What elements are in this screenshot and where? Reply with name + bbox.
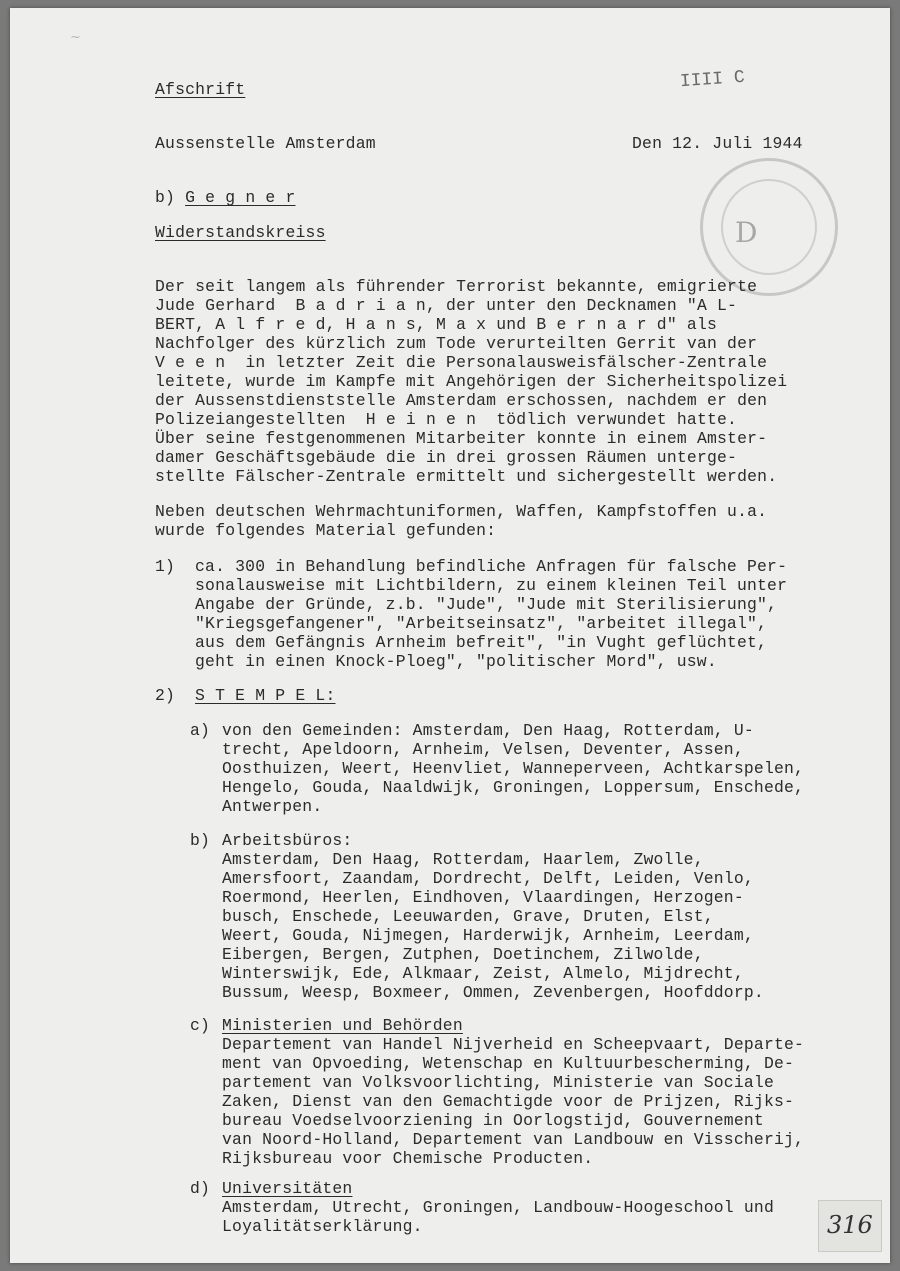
- text-line: aus dem Gefängnis Arnheim befreit", "in Vught geflüchtet,: [195, 633, 768, 652]
- text-line: Neben deutschen Wehrmachtuniformen, Waffen, Kampfstoffen u.a.: [155, 502, 768, 521]
- text-line: ment van Opvoeding, Wetenschap en Kultuurbescherming, De-: [222, 1054, 795, 1073]
- section-label: b) G e g n e r: [155, 188, 296, 207]
- text-line: partement van Volksvoorlichting, Ministerie van Sociale: [222, 1073, 774, 1092]
- text-line: van Noord-Holland, Departement van Landbouw en Visscherij,: [222, 1130, 805, 1149]
- text-line: Bussum, Weesp, Boxmeer, Ommen, Zevenbergen, Hoofddorp.: [222, 983, 764, 1002]
- text-line: Der seit langem als führender Terrorist bekannte, emigrierte: [155, 277, 758, 296]
- text-line: Rijksbureau voor Chemische Producten.: [222, 1149, 594, 1168]
- text-line: Zaken, Dienst van den Gemachtigde voor de Prijzen, Rijks-: [222, 1092, 795, 1111]
- text-line: Nachfolger des kürzlich zum Tode verurteilten Gerrit van der: [155, 334, 758, 353]
- text-line: Weert, Gouda, Nijmegen, Harderwijk, Arnheim, Leerdam,: [222, 926, 754, 945]
- text-line: trecht, Apeldoorn, Arnheim, Velsen, Deventer, Assen,: [222, 740, 744, 759]
- text-line: Oosthuizen, Weert, Heenvliet, Wanneperveen, Achtkarspelen,: [222, 759, 805, 778]
- sub-item-title: Universitäten: [222, 1179, 353, 1198]
- sub-item-label: d): [190, 1179, 211, 1198]
- text-line: von den Gemeinden: Amsterdam, Den Haag, Rotterdam, U-: [222, 721, 754, 740]
- item-number: 2): [155, 686, 176, 705]
- text-line: Roermond, Heerlen, Eindhoven, Vlaardingen, Herzogen-: [222, 888, 744, 907]
- text-line: leitete, wurde im Kampfe mit Angehörigen der Sicherheitspolizei: [155, 372, 788, 391]
- text-line: wurde folgendes Material gefunden:: [155, 521, 497, 540]
- text-line: V e e n in letzter Zeit die Personalausweisfälscher-Zentrale: [155, 353, 768, 372]
- item-number: 1): [155, 557, 176, 576]
- text-line: "Kriegsgefangener", "Arbeitseinsatz", "arbeitet illegal",: [195, 614, 768, 633]
- archive-number: 316: [827, 1211, 873, 1239]
- document-date: Den 12. Juli 1944: [632, 134, 803, 153]
- text-line: Eibergen, Bergen, Zutphen, Doetinchem, Zilwolde,: [222, 945, 704, 964]
- text-line: damer Geschäftsgebäude die in drei grossen Räumen unterge-: [155, 448, 738, 467]
- office-name: Aussenstelle Amsterdam: [155, 134, 376, 153]
- pencil-mark: ~: [70, 30, 81, 45]
- text-line: Antwerpen.: [222, 797, 323, 816]
- item-title: S T E M P E L:: [195, 686, 336, 705]
- sub-item-title: Arbeitsbüros:: [222, 831, 353, 850]
- round-stamp-letter: D: [735, 216, 758, 249]
- text-line: Amsterdam, Utrecht, Groningen, Landbouw-Hoogeschool und: [222, 1198, 774, 1217]
- top-stamp: IIII C: [679, 67, 746, 93]
- section-title: G e g n e r: [185, 188, 296, 207]
- text-line: Winterswijk, Ede, Alkmaar, Zeist, Almelo, Mijdrecht,: [222, 964, 744, 983]
- document-page: [10, 8, 890, 1263]
- text-line: Angabe der Gründe, z.b. "Jude", "Jude mit Sterilisierung",: [195, 595, 778, 614]
- text-line: der Aussenstdienststelle Amsterdam erschossen, nachdem er den: [155, 391, 768, 410]
- text-line: Hengelo, Gouda, Naaldwijk, Groningen, Loppersum, Enschede,: [222, 778, 805, 797]
- text-line: Jude Gerhard B a d r i a n, der unter den Decknamen "A L-: [155, 296, 738, 315]
- text-line: Amersfoort, Zaandam, Dordrecht, Delft, Leiden, Venlo,: [222, 869, 754, 888]
- subheading: Widerstandskreiss: [155, 223, 326, 242]
- sub-item-label: a): [190, 721, 211, 740]
- sub-item-label: b): [190, 831, 211, 850]
- text-line: Loyalitätserklärung.: [222, 1217, 423, 1236]
- text-line: Departement van Handel Nijverheid en Scheepvaart, Departe-: [222, 1035, 805, 1054]
- text-line: geht in einen Knock-Ploeg", "politischer Mord", usw.: [195, 652, 717, 671]
- archive-number-stamp: [818, 1200, 882, 1252]
- round-stamp: [700, 158, 838, 296]
- text-line: BERT, A l f r e d, H a n s, M a x und B e r n a r d" als: [155, 315, 718, 334]
- text-line: ca. 300 in Behandlung befindliche Anfragen für falsche Per-: [195, 557, 788, 576]
- document-heading: Afschrift: [155, 80, 246, 99]
- text-line: Über seine festgenommenen Mitarbeiter konnte in einem Amster-: [155, 429, 768, 448]
- sub-item-label: c): [190, 1016, 211, 1035]
- text-line: Polizeiangestellten H e i n e n tödlich verwundet hatte.: [155, 410, 738, 429]
- sub-item-title: Ministerien und Behörden: [222, 1016, 463, 1035]
- text-line: sonalausweise mit Lichtbildern, zu einem kleinen Teil unter: [195, 576, 788, 595]
- text-line: busch, Enschede, Leeuwarden, Grave, Druten, Elst,: [222, 907, 714, 926]
- text-line: Amsterdam, Den Haag, Rotterdam, Haarlem, Zwolle,: [222, 850, 704, 869]
- text-line: bureau Voedselvoorziening in Oorlogstijd, Gouvernement: [222, 1111, 764, 1130]
- text-line: stellte Fälscher-Zentrale ermittelt und sichergestellt werden.: [155, 467, 778, 486]
